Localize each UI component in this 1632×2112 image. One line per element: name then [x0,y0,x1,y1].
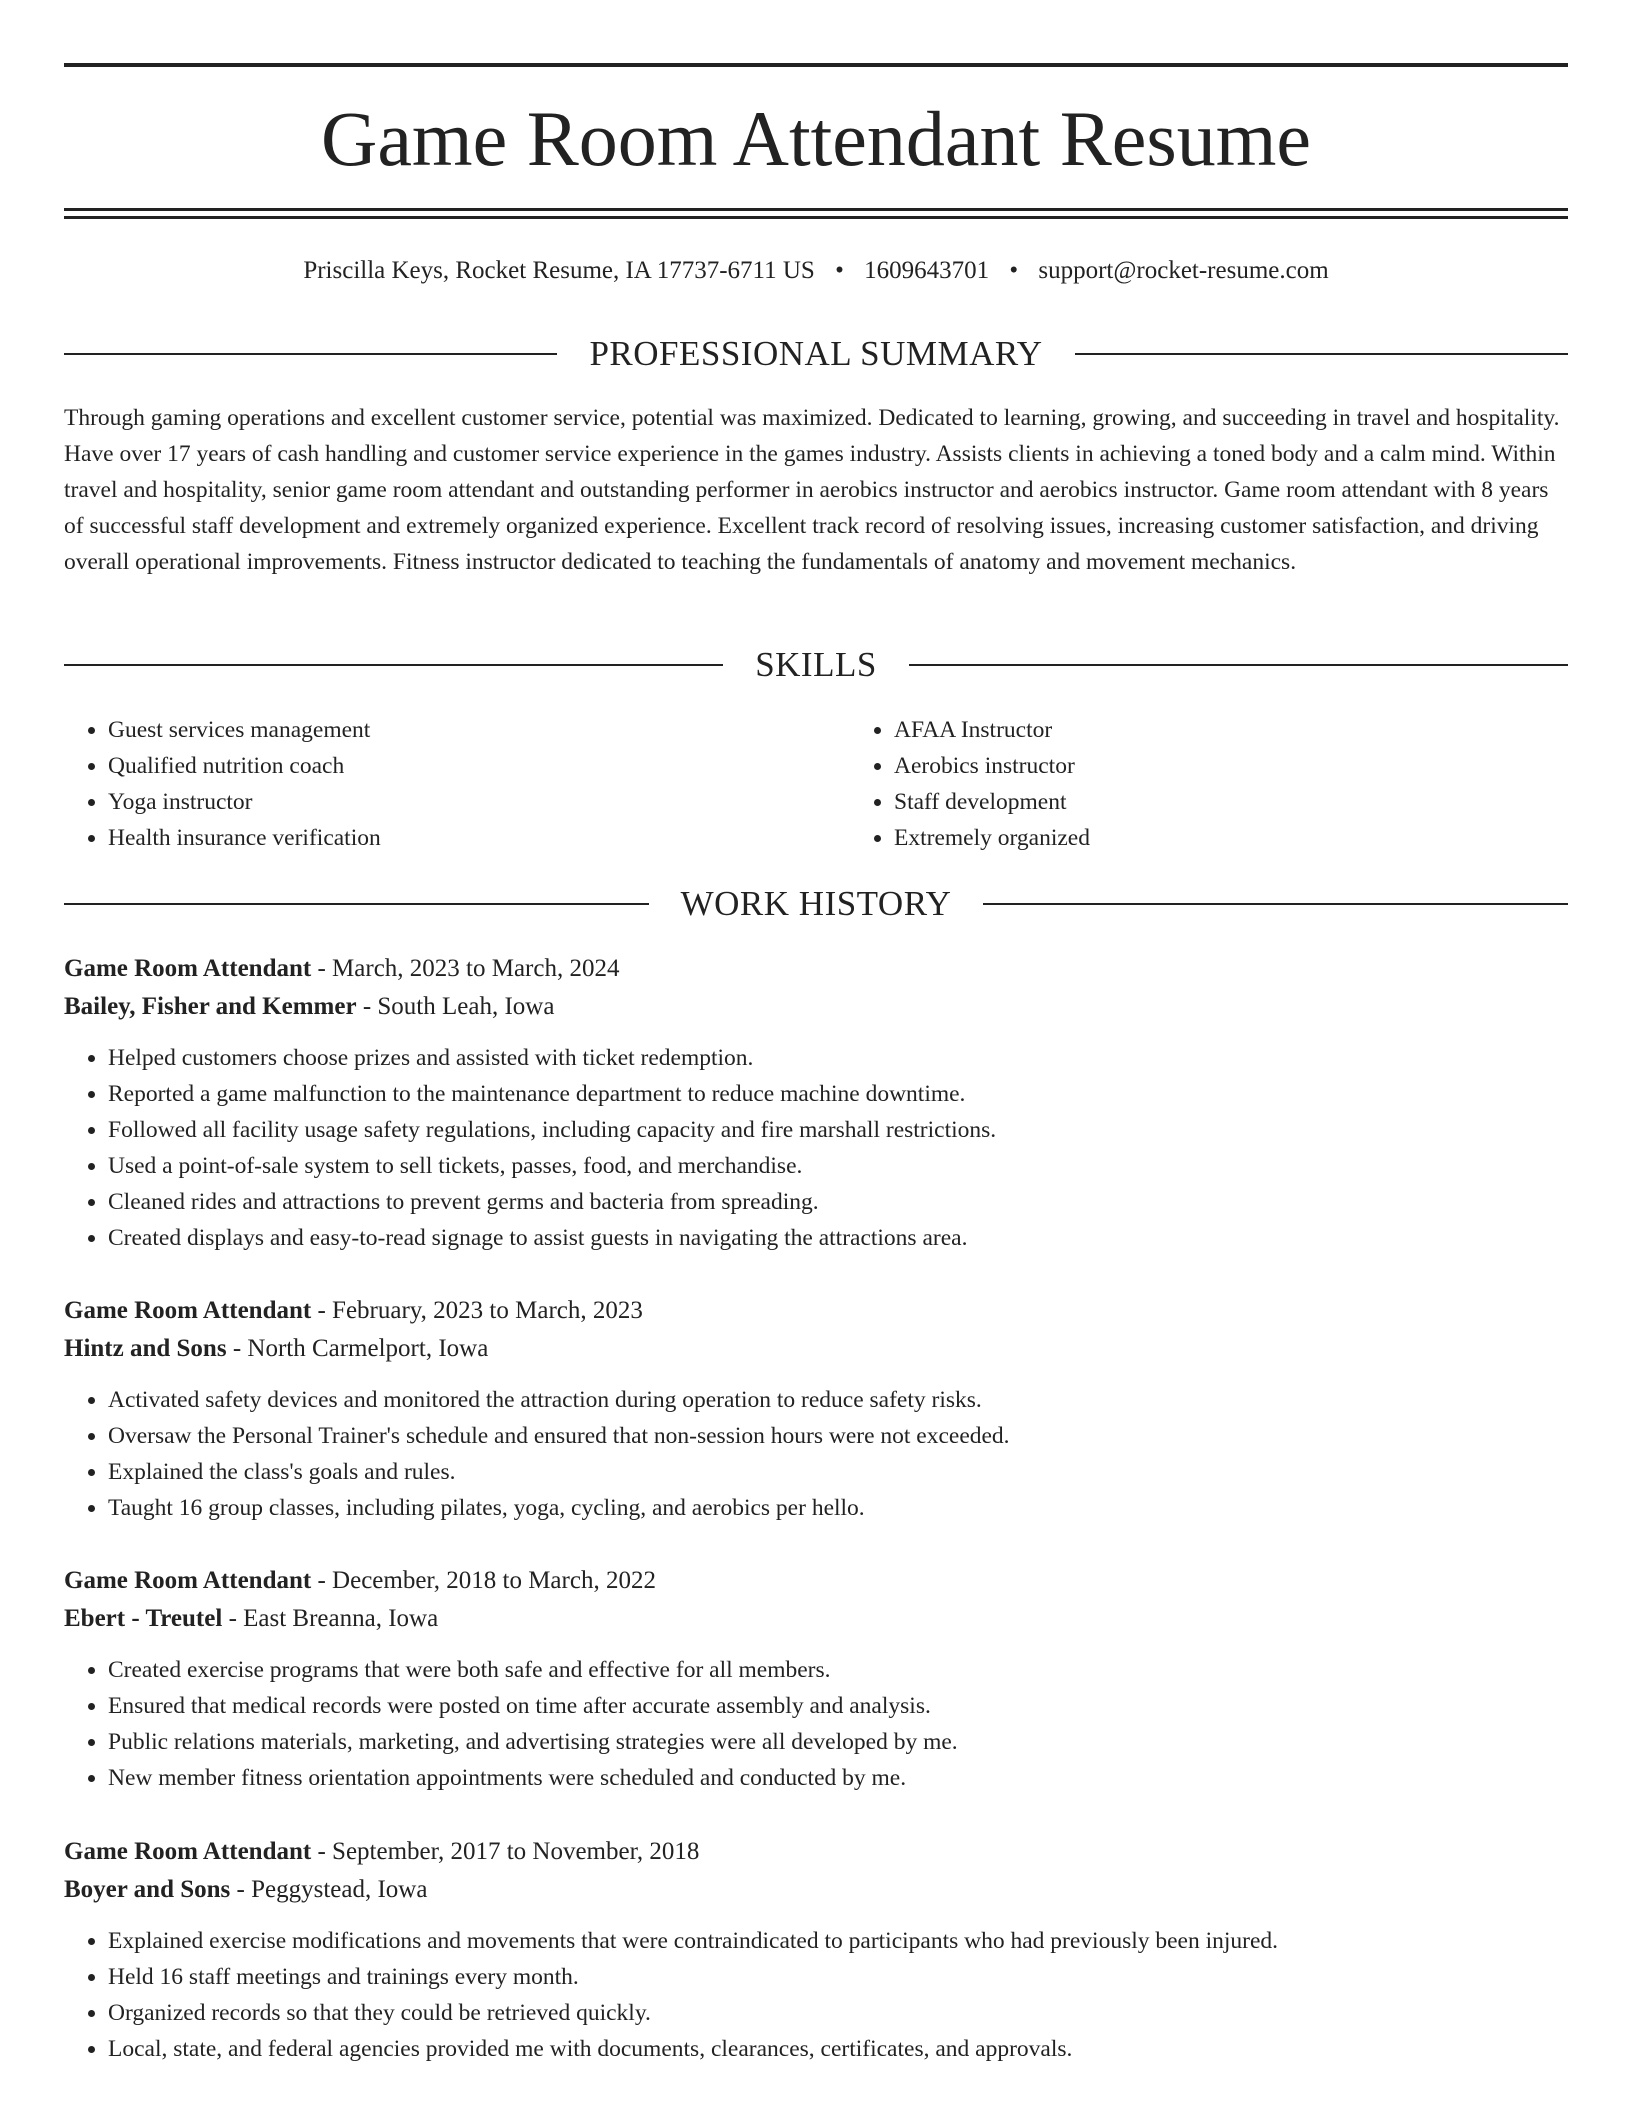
heading-rule-left [64,903,649,905]
job-entry [64,1833,1568,2067]
job-bullet: • Ensured that medical records were posted on time after accurate assembly and analysis. [108,1688,1568,1724]
contact-separator: • [835,257,844,284]
job-bullet: • Helped customers choose prizes and assisted with ticket redemption. [108,1040,1568,1076]
heading-rule-left [64,664,723,666]
skills-column-left [64,712,850,856]
skill-item: • Aerobics instructor [894,748,1568,784]
job-bullet: • New member fitness orientation appointments were scheduled and conducted by me. [108,1760,1568,1796]
job-title: Game Room Attendant [64,1297,312,1324]
job-bullet: • Taught 16 group classes, including pilates, yoga, cycling, and aerobics per hello. [108,1490,1568,1526]
summary-heading-label: PROFESSIONAL SUMMARY [589,334,1043,373]
job-location: - South Leah, Iowa [356,993,555,1020]
job-location: - Peggystead, Iowa [230,1876,428,1903]
job-bullets [64,1652,1568,1796]
job-entry [64,1292,1568,1526]
job-company-line [64,1871,1568,1909]
job-bullet: • Explained exercise modifications and movements that were contraindicated to participants who had previously been injured. [108,1923,1568,1959]
job-bullet: • Created displays and easy-to-read signage to assist guests in navigating the attractions area. [108,1220,1568,1256]
job-bullet: • Local, state, and federal agencies provided me with documents, clearances, certificates, and approvals. [108,2031,1568,2067]
job-company: Hintz and Sons [64,1335,227,1362]
job-location: - North Carmelport, Iowa [226,1335,489,1362]
work-history-heading-label: WORK HISTORY [680,884,952,923]
job-bullet: • Public relations materials, marketing, and advertising strategies were all developed by me. [108,1724,1568,1760]
job-company: Bailey, Fisher and Kemmer [64,993,357,1020]
skills-list [64,712,1568,856]
job-bullet: • Cleaned rides and attractions to prevent germs and bacteria from spreading. [108,1184,1568,1220]
job-bullet: • Held 16 staff meetings and trainings every month. [108,1959,1568,1995]
contact-line [64,254,1568,288]
skill-item: • Qualified nutrition coach [108,748,850,784]
contact-email: support@rocket-resume.com [1038,257,1329,284]
skill-item: • Health insurance verification [108,820,850,856]
title-rule-lower [64,216,1568,219]
job-company-line [64,1600,1568,1638]
job-title: Game Room Attendant [64,1838,312,1865]
skill-item: • AFAA Instructor [894,712,1568,748]
work-history-heading [64,884,1568,924]
job-title-line [64,950,1568,988]
heading-rule-right [909,664,1568,666]
job-entry [64,1562,1568,1796]
job-title-line [64,1292,1568,1330]
job-bullets [64,1040,1568,1256]
job-bullet: • Explained the class's goals and rules. [108,1454,1568,1490]
job-title-line [64,1562,1568,1600]
job-company: Boyer and Sons [64,1876,231,1903]
job-bullet: • Oversaw the Personal Trainer's schedule and ensured that non-session hours were not exceeded. [108,1418,1568,1454]
job-company: Ebert - Treutel [64,1605,223,1632]
skill-item: • Staff development [894,784,1568,820]
job-location: - East Breanna, Iowa [222,1605,439,1632]
job-bullet: • Used a point-of-sale system to sell tickets, passes, food, and merchandise. [108,1148,1568,1184]
contact-phone: 1609643701 [864,257,990,284]
job-dates: - December, 2018 to March, 2022 [311,1567,656,1594]
job-dates: - February, 2023 to March, 2023 [311,1297,643,1324]
skill-item: • Yoga instructor [108,784,850,820]
skills-heading-label: SKILLS [755,645,877,684]
skill-item: • Extremely organized [894,820,1568,856]
heading-rule-right [1075,353,1568,355]
job-dates: - March, 2023 to March, 2024 [311,955,620,982]
heading-rule-left [64,353,557,355]
contact-address: Priscilla Keys, Rocket Resume, IA 17737-6711 US [303,257,815,284]
job-bullet: • Organized records so that they could be retrieved quickly. [108,1995,1568,2031]
heading-rule-right [983,903,1568,905]
contact-separator: • [1009,257,1019,284]
skill-item: • Guest services management [108,712,850,748]
job-bullets [64,1923,1568,2067]
job-company-line [64,988,1568,1026]
job-company-line [64,1330,1568,1368]
summary-heading [64,334,1568,374]
job-bullet: • Reported a game malfunction to the maintenance department to reduce machine downtime. [108,1076,1568,1112]
professional-summary: Through gaming operations and excellent customer service, potential was maximized. Dedicated to learning, growing, and succeeding in travel and hospitality. Have over 17 years of cash handling and customer service experience in the games industry. Assists clients in achieving a toned body and a calm mind. Within travel and hospitality, senior game room attendant and outstanding performer in aerobics instructor and aerobics instructor. Game room attendant with 8 years of successful staff development and extremely organized experience. Excellent track record of resolving issues, increasing customer satisfaction, and driving overall operational improvements. Fitness instructor dedicated to teaching the fundamentals of anatomy and movement mechanics. [64,405,1560,575]
top-rule [64,63,1568,67]
title-rule-upper [64,208,1568,211]
job-bullet: • Created exercise programs that were both safe and effective for all members. [108,1652,1568,1688]
job-title-line [64,1833,1568,1871]
job-entry [64,950,1568,1256]
job-title: Game Room Attendant [64,1567,312,1594]
job-dates: - September, 2017 to November, 2018 [311,1838,700,1865]
job-bullet: • Followed all facility usage safety regulations, including capacity and fire marshall restrictions. [108,1112,1568,1148]
job-bullets [64,1382,1568,1526]
skills-column-right [850,712,1568,856]
resume-title: Game Room Attendant Resume [320,95,1311,182]
job-title: Game Room Attendant [64,955,312,982]
skills-heading [64,645,1568,685]
job-bullet: • Activated safety devices and monitored the attraction during operation to reduce safety risks. [108,1382,1568,1418]
